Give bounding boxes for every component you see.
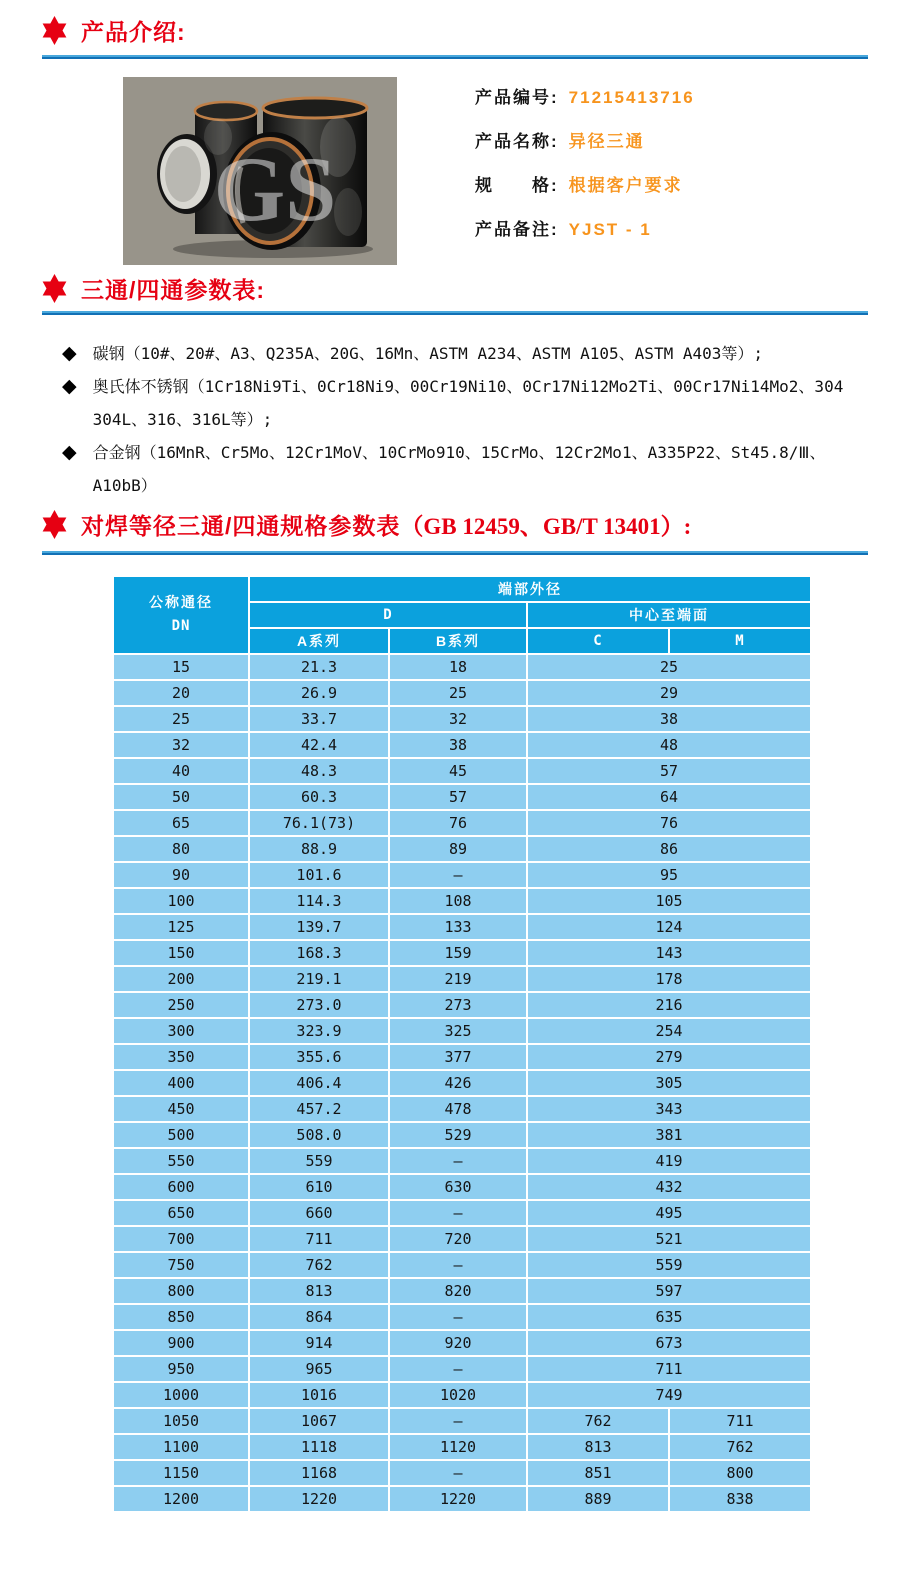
cell-series-b: — [390,1409,526,1433]
cell-c: 762 [528,1409,668,1433]
cell-series-a: 813 [250,1279,388,1303]
cell-series-b: 273 [390,993,526,1017]
cell-series-a: 60.3 [250,785,388,809]
cell-series-b: 76 [390,811,526,835]
cell-c-m-merged: 279 [528,1045,810,1069]
cell-series-b: — [390,1305,526,1329]
table-row [114,1487,810,1511]
cell-dn: 32 [114,733,248,757]
table-row [114,1383,810,1407]
cell-c-m-merged: 64 [528,785,810,809]
cell-series-a: 168.3 [250,941,388,965]
cell-dn: 65 [114,811,248,835]
cell-dn: 600 [114,1175,248,1199]
table-row [114,1409,810,1433]
table-row [114,1279,810,1303]
table-row [114,837,810,861]
cell-series-b: 820 [390,1279,526,1303]
cell-c-m-merged: 29 [528,681,810,705]
field-label: 规 格: [475,176,559,195]
cell-m: 838 [670,1487,810,1511]
cell-series-a: 88.9 [250,837,388,861]
material-text: A10bB） [92,476,157,495]
field-label: 产品备注: [475,220,559,239]
cell-series-a: 711 [250,1227,388,1251]
cell-dn: 1100 [114,1435,248,1459]
material-text: 奥氏体不锈钢（1Cr18Ni9Ti、0Cr18Ni9、00Cr19Ni10、0Cr17Ni12Mo2Ti、00Cr17Ni14Mo2、304 [92,377,844,396]
header-series-b: B系列 [390,629,526,653]
field-value: 异径三通 [568,132,645,151]
cell-dn: 550 [114,1149,248,1173]
field-value: 71215413716 [568,88,695,107]
cell-dn: 400 [114,1071,248,1095]
cell-dn: 700 [114,1227,248,1251]
table-row [114,863,810,887]
product-image [123,77,397,265]
cell-c-m-merged: 559 [528,1253,810,1277]
cell-dn: 900 [114,1331,248,1355]
cell-c-m-merged: 419 [528,1149,810,1173]
cell-series-a: 323.9 [250,1019,388,1043]
cell-series-a: 914 [250,1331,388,1355]
table-row [114,759,810,783]
cell-m: 762 [670,1435,810,1459]
cell-c-m-merged: 48 [528,733,810,757]
cell-dn: 200 [114,967,248,991]
table-row [114,1435,810,1459]
table-row [114,889,810,913]
cell-series-b: 18 [390,655,526,679]
cell-dn: 350 [114,1045,248,1069]
cell-c-m-merged: 25 [528,655,810,679]
product-field-name [475,132,695,151]
blue-divider [42,311,868,315]
table-row [114,1253,810,1277]
table-row [114,655,810,679]
section-intro-heading [40,14,186,47]
section-params-heading [40,272,265,305]
cell-series-b: 377 [390,1045,526,1069]
cell-series-a: 1168 [250,1461,388,1485]
table-row [114,681,810,705]
cell-dn: 1200 [114,1487,248,1511]
cell-dn: 800 [114,1279,248,1303]
material-list [62,337,872,502]
table-row [114,1045,810,1069]
cell-series-a: 1016 [250,1383,388,1407]
header-end-outer-diameter: 端部外径 [250,577,810,601]
cell-series-b: 1120 [390,1435,526,1459]
cell-dn: 500 [114,1123,248,1147]
cell-dn: 150 [114,941,248,965]
cell-c-m-merged: 381 [528,1123,810,1147]
cell-c-m-merged: 432 [528,1175,810,1199]
cell-c-m-merged: 343 [528,1097,810,1121]
material-text: 合金钢（16MnR、Cr5Mo、12Cr1MoV、10CrMo910、15CrMo、12Cr2Mo1、A335P22、St45.8/Ⅲ、 [92,443,826,462]
table-row [114,1227,810,1251]
cell-series-b: 108 [390,889,526,913]
table-row [114,1461,810,1485]
cell-series-b: 630 [390,1175,526,1199]
table-row [114,707,810,731]
cell-c-m-merged: 95 [528,863,810,887]
cell-dn: 25 [114,707,248,731]
red-star-icon [40,16,69,45]
cell-series-b: 25 [390,681,526,705]
cell-series-b: 38 [390,733,526,757]
cell-series-b: 159 [390,941,526,965]
table-row [114,1331,810,1355]
red-star-icon [40,510,69,539]
material-text: 304L、316、316L等）; [92,410,273,429]
cell-series-a: 114.3 [250,889,388,913]
cell-c-m-merged: 57 [528,759,810,783]
cell-series-b: 325 [390,1019,526,1043]
cell-series-b: 1220 [390,1487,526,1511]
cell-c: 813 [528,1435,668,1459]
table-row [114,993,810,1017]
cell-series-b: — [390,1357,526,1381]
table-row [114,915,810,939]
product-field-spec [475,176,695,195]
diamond-bullet-icon: ◆ [62,442,77,463]
cell-c-m-merged: 495 [528,1201,810,1225]
cell-c-m-merged: 216 [528,993,810,1017]
cell-series-a: 762 [250,1253,388,1277]
table-row [114,941,810,965]
cell-series-b: 32 [390,707,526,731]
cell-series-b: 920 [390,1331,526,1355]
diamond-bullet-icon: ◆ [62,376,77,397]
cell-dn: 80 [114,837,248,861]
cell-m: 800 [670,1461,810,1485]
cell-dn: 250 [114,993,248,1017]
table-row [114,1019,810,1043]
cell-series-b: 478 [390,1097,526,1121]
cell-series-b: 529 [390,1123,526,1147]
table-header-row [114,577,810,601]
cell-dn: 650 [114,1201,248,1225]
cell-series-a: 406.4 [250,1071,388,1095]
cell-series-a: 965 [250,1357,388,1381]
blue-divider [42,55,868,59]
cell-c-m-merged: 673 [528,1331,810,1355]
red-star-icon [40,274,69,303]
cell-c-m-merged: 597 [528,1279,810,1303]
cell-m: 711 [670,1409,810,1433]
cell-series-a: 139.7 [250,915,388,939]
table-row [114,733,810,757]
cell-series-b: 133 [390,915,526,939]
table-row [114,1123,810,1147]
cell-dn: 90 [114,863,248,887]
cell-c-m-merged: 711 [528,1357,810,1381]
cell-series-a: 610 [250,1175,388,1199]
cell-c-m-merged: 86 [528,837,810,861]
table-row [114,1149,810,1173]
cell-series-b: 45 [390,759,526,783]
cell-series-b: 426 [390,1071,526,1095]
cell-c-m-merged: 38 [528,707,810,731]
header-nominal-diameter: 公称通径 DN [114,577,248,653]
cell-series-a: 1067 [250,1409,388,1433]
cell-series-a: 864 [250,1305,388,1329]
cell-dn: 1000 [114,1383,248,1407]
cell-dn: 100 [114,889,248,913]
cell-dn: 15 [114,655,248,679]
product-field-code [475,88,695,107]
table-row [114,1097,810,1121]
cell-dn: 125 [114,915,248,939]
field-value: YJST - 1 [568,220,652,239]
table-row [114,785,810,809]
table-row [114,1071,810,1095]
cell-c-m-merged: 76 [528,811,810,835]
product-fields [475,88,695,239]
field-label: 产品名称: [475,132,559,151]
cell-c-m-merged: 143 [528,941,810,965]
cell-series-b: 89 [390,837,526,861]
cell-dn: 20 [114,681,248,705]
cell-dn: 40 [114,759,248,783]
cell-series-b: 720 [390,1227,526,1251]
cell-c-m-merged: 105 [528,889,810,913]
cell-series-a: 76.1(73) [250,811,388,835]
spec-table [112,575,812,1513]
cell-c-m-merged: 124 [528,915,810,939]
cell-series-b: — [390,1461,526,1485]
cell-series-a: 355.6 [250,1045,388,1069]
cell-series-a: 33.7 [250,707,388,731]
cell-series-a: 273.0 [250,993,388,1017]
cell-dn: 50 [114,785,248,809]
cell-dn: 300 [114,1019,248,1043]
table-row [114,811,810,835]
cell-dn: 750 [114,1253,248,1277]
section-intro-title: 产品介绍: [81,19,186,45]
cell-dn: 450 [114,1097,248,1121]
header-c: C [528,629,668,653]
cell-series-b: — [390,1201,526,1225]
gs-watermark: GS [213,138,337,240]
cell-series-b: — [390,863,526,887]
cell-series-a: 26.9 [250,681,388,705]
cell-series-a: 457.2 [250,1097,388,1121]
cell-series-a: 1220 [250,1487,388,1511]
cell-dn: 1050 [114,1409,248,1433]
cell-series-a: 508.0 [250,1123,388,1147]
cell-series-a: 660 [250,1201,388,1225]
header-d: D [250,603,526,627]
cell-dn: 950 [114,1357,248,1381]
material-item-stainless-steel [62,370,872,436]
cell-series-a: 101.6 [250,863,388,887]
cell-c-m-merged: 521 [528,1227,810,1251]
material-text: 碳钢（10#、20#、A3、Q235A、20G、16Mn、ASTM A234、ASTM A105、ASTM A403等）; [92,344,764,363]
cell-c-m-merged: 305 [528,1071,810,1095]
field-value: 根据客户要求 [568,176,683,195]
cell-c: 851 [528,1461,668,1485]
table-row [114,967,810,991]
table-row [114,1175,810,1199]
material-item-alloy-steel [62,436,872,502]
blue-divider [42,551,868,555]
cell-series-b: — [390,1149,526,1173]
cell-series-a: 42.4 [250,733,388,757]
cell-series-a: 559 [250,1149,388,1173]
cell-series-b: — [390,1253,526,1277]
table-row [114,1201,810,1225]
table-row [114,1357,810,1381]
diamond-bullet-icon: ◆ [62,343,77,364]
field-label: 产品编号: [475,88,559,107]
cell-c-m-merged: 749 [528,1383,810,1407]
cell-c: 889 [528,1487,668,1511]
section-spec-table-heading [40,508,691,541]
cell-dn: 850 [114,1305,248,1329]
material-item-carbon-steel [62,337,872,370]
cell-c-m-merged: 178 [528,967,810,991]
header-center-to-end: 中心至端面 [528,603,810,627]
cell-series-a: 219.1 [250,967,388,991]
cell-series-a: 21.3 [250,655,388,679]
cell-series-b: 57 [390,785,526,809]
cell-series-b: 219 [390,967,526,991]
cell-c-m-merged: 635 [528,1305,810,1329]
table-row [114,1305,810,1329]
section-spec-table-title: 对焊等径三通/四通规格参数表（GB 12459、GB/T 13401）: [81,513,692,539]
product-field-remark [475,220,695,239]
header-m: M [670,629,810,653]
header-series-a: A系列 [250,629,388,653]
cell-series-b: 1020 [390,1383,526,1407]
cell-series-a: 48.3 [250,759,388,783]
section-params-title: 三通/四通参数表: [81,277,266,303]
cell-dn: 1150 [114,1461,248,1485]
cell-series-a: 1118 [250,1435,388,1459]
cell-c-m-merged: 254 [528,1019,810,1043]
